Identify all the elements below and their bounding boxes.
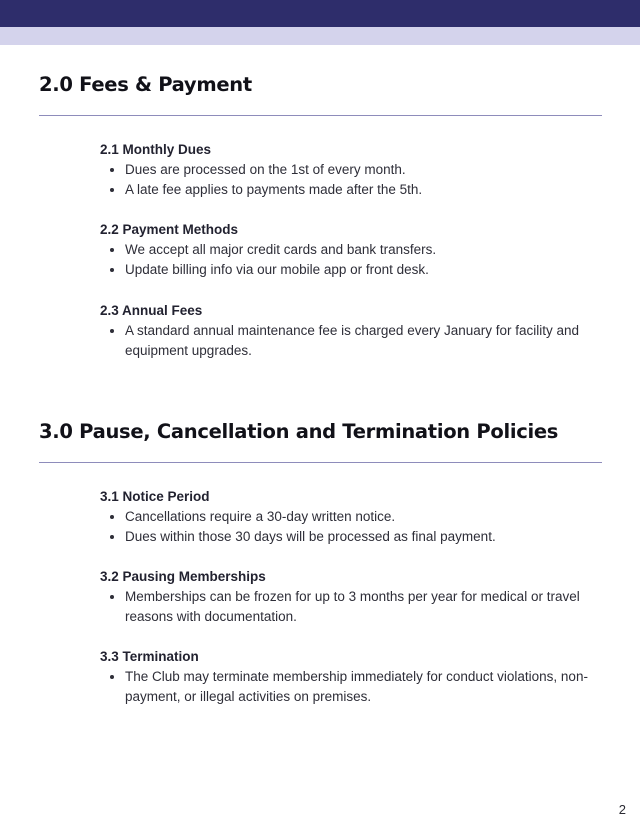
bullet-list [100, 587, 600, 627]
list-item [100, 240, 600, 260]
list-item-text: We accept all major credit cards and bank transfers. [125, 242, 437, 257]
bullet-icon [110, 595, 114, 599]
list-item [100, 587, 600, 627]
list-item [100, 321, 600, 361]
list-item-text: A standard annual maintenance fee is charged every January for facility and equipment upgrades. [125, 323, 580, 358]
list-item-text: A late fee applies to payments made after the 5th. [125, 182, 423, 197]
bullet-list [100, 507, 600, 547]
subsection-payment-methods [100, 220, 600, 280]
subsection-heading: 3.2 Pausing Memberships [100, 569, 266, 584]
bullet-icon [110, 515, 114, 519]
list-item-text: The Club may terminate membership immediately for conduct violations, non-payment, or illegal activities on premises. [125, 669, 588, 704]
subsection-heading: 3.3 Termination [100, 649, 199, 664]
bullet-icon [110, 168, 114, 172]
subsection-notice-period [100, 487, 600, 547]
list-item [100, 180, 600, 200]
section-title: 2.0 Fees & Payment [39, 73, 252, 96]
subsection-heading: 3.1 Notice Period [100, 489, 210, 504]
list-item-text: Dues within those 30 days will be processed as final payment. [125, 529, 496, 544]
list-item-text: Memberships can be frozen for up to 3 months per year for medical or travel reasons with documentation. [125, 589, 580, 624]
list-item-text: Cancellations require a 30-day written notice. [125, 509, 396, 524]
subsection-monthly-dues [100, 140, 600, 200]
bullet-list [100, 160, 600, 200]
bullet-icon [110, 535, 114, 539]
bullet-icon [110, 188, 114, 192]
section-divider [39, 115, 602, 116]
section-divider [39, 462, 602, 463]
bullet-icon [110, 675, 114, 679]
list-item [100, 667, 600, 707]
subsection-annual-fees [100, 301, 600, 361]
bullet-icon [110, 268, 114, 272]
header-band-dark [0, 0, 640, 27]
subsection-pausing-memberships [100, 567, 600, 627]
bullet-icon [110, 329, 114, 333]
bullet-list [100, 240, 600, 280]
list-item [100, 507, 600, 527]
page-number: 2 [618, 802, 626, 817]
list-item-text: Update billing info via our mobile app or front desk. [125, 262, 429, 277]
header-band-light [0, 27, 640, 45]
subsection-termination [100, 647, 600, 707]
subsection-heading: 2.2 Payment Methods [100, 222, 239, 237]
list-item-text: Dues are processed on the 1st of every month. [125, 162, 406, 177]
list-item [100, 160, 600, 180]
bullet-icon [110, 248, 114, 252]
bullet-list [100, 321, 600, 361]
subsection-heading: 2.1 Monthly Dues [100, 142, 212, 157]
list-item [100, 260, 600, 280]
subsection-heading: 2.3 Annual Fees [100, 303, 203, 318]
list-item [100, 527, 600, 547]
bullet-list [100, 667, 600, 707]
section-title: 3.0 Pause, Cancellation and Termination Policies [39, 420, 559, 443]
